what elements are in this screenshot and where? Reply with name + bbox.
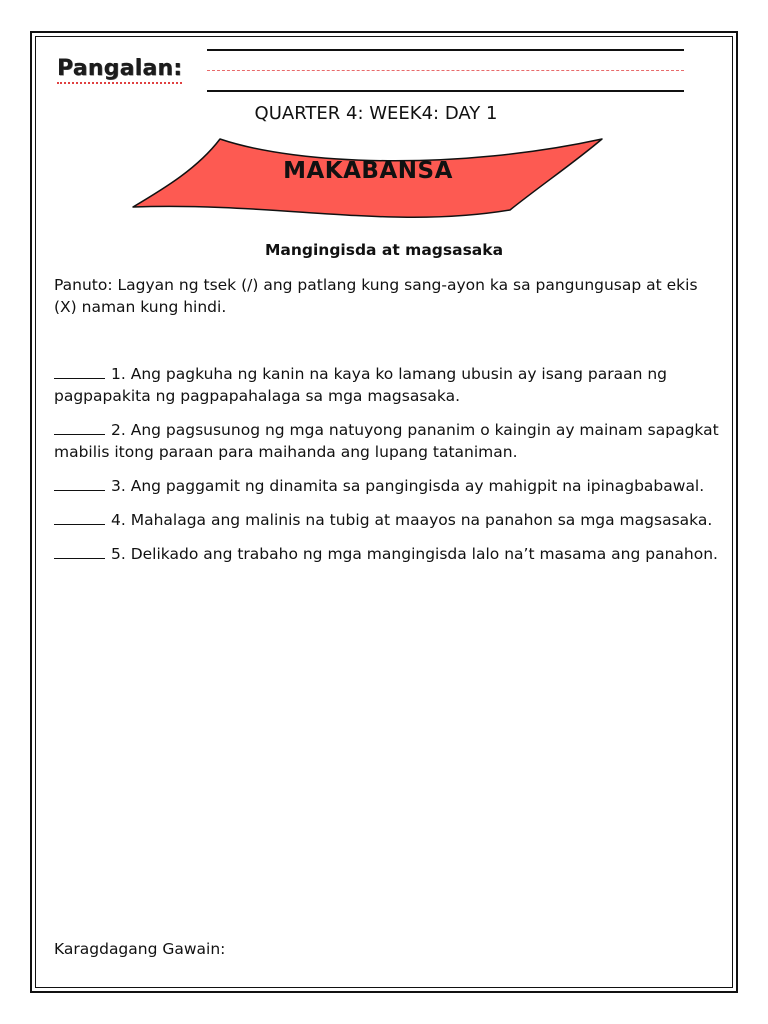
question-item [54,419,722,463]
answer-blank[interactable] [54,544,105,559]
question-text: 4. Mahalaga ang malinis na tubig at maayos na panahon sa mga magsasaka. [111,511,713,529]
question-item [54,543,722,565]
name-writing-line-dashed [207,70,684,71]
quarter-heading: QUARTER 4: WEEK4: DAY 1 [254,103,498,124]
answer-blank[interactable] [54,420,105,435]
question-text: 3. Ang paggamit ng dinamita sa pangingisda ay mahigpit na ipinagbabawal. [111,477,705,495]
instructions-text: Panuto: Lagyan ng tsek (/) ang patlang kung sang-ayon ka sa pangungusap at ekis (X) naman kung hindi. [54,276,698,316]
question-text: 1. Ang pagkuha ng kanin na kaya ko lamang ubusin ay isang paraan ng pagpapakita ng pagpapahalaga sa mga magsasaka. [54,365,668,405]
question-text: 5. Delikado ang trabaho ng mga mangingisda lalo na’t masama ang panahon. [111,545,718,563]
answer-blank[interactable] [54,364,105,379]
name-writing-line-top [207,49,684,51]
answer-blank[interactable] [54,510,105,525]
subject-title: MAKABANSA [283,158,453,184]
question-item [54,363,722,407]
lesson-subtitle: Mangingisda at magsasaka [264,241,504,259]
answer-blank[interactable] [54,476,105,491]
question-list [54,363,722,577]
question-text: 2. Ang pagsusunog ng mga natuyong pananim o kaingin ay mainam sapagkat mabilis itong paraan para maihanda ang lupang tataniman. [54,421,719,461]
question-item [54,475,722,497]
question-item [54,509,722,531]
additional-activity-label: Karagdagang Gawain: [54,940,226,958]
name-writing-line-bottom [207,90,684,92]
name-label: Pangalan: [57,56,182,81]
